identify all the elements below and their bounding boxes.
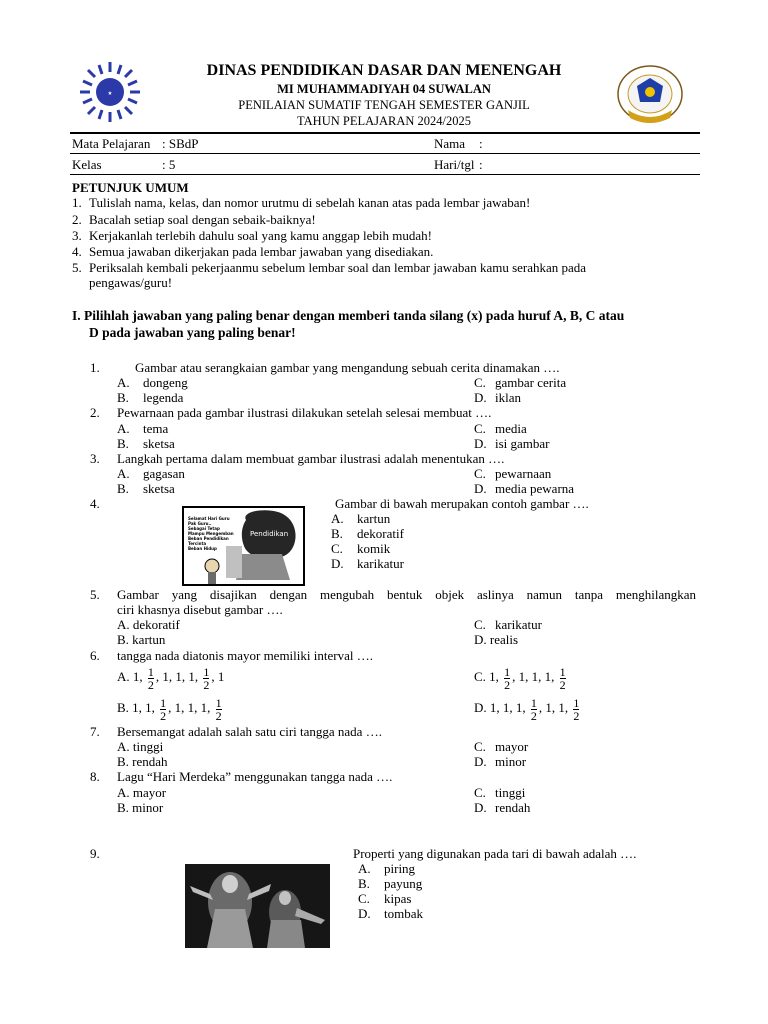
instruction-num-3: 3.: [72, 228, 82, 243]
q4-option-c: komik: [357, 541, 391, 556]
q9-option-d: tombak: [384, 906, 423, 921]
q6-a-mid: , 1, 1, 1,: [155, 669, 199, 684]
header-divider: [70, 132, 700, 134]
q4-label-a: A.: [331, 511, 344, 526]
name-value: :: [479, 136, 483, 151]
q9-label-c: C.: [358, 891, 370, 906]
q3-label-d: D.: [474, 481, 487, 496]
q4-label-c: C.: [331, 541, 343, 556]
q8-option-b: B. minor: [117, 800, 164, 815]
q3-number: 3.: [90, 451, 100, 466]
q9-dance-photo: [185, 864, 330, 948]
q1-number: 1.: [90, 360, 100, 375]
instruction-item: pengawas/guru!: [89, 275, 173, 290]
q6-a-label: A. 1,: [117, 669, 143, 684]
fraction-half: $\frac{1}{2}$: [160, 695, 167, 723]
q8-label-c: C.: [474, 785, 486, 800]
fraction-half: $\frac{1}{2}$: [559, 664, 566, 692]
header-year: TAHUN PELAJARAN 2024/2025: [297, 114, 471, 128]
fraction-half: $\frac{1}{2}$: [504, 664, 511, 692]
header-school: MI MUHAMMADIYAH 04 SUWALAN: [277, 82, 491, 96]
section-1-heading-cont: D pada jawaban yang paling benar!: [89, 325, 296, 340]
q4-number: 4.: [90, 496, 100, 511]
q8-number: 8.: [90, 769, 100, 784]
q9-label-d: D.: [358, 906, 371, 921]
q4-label-b: B.: [331, 526, 343, 541]
q1-text: Gambar atau serangkaian gambar yang mengandung sebuah cerita dinamakan ….: [135, 360, 560, 375]
q6-d-label: D. 1, 1, 1,: [474, 700, 526, 715]
q4-bag-label: Pendidikan: [250, 530, 289, 538]
q6-option-d: [474, 693, 581, 723]
q3-option-a: gagasan: [143, 466, 185, 481]
q2-text: Pewarnaan pada gambar ilustrasi dilakukan setelah selesai membuat ….: [117, 405, 492, 420]
q3-label-a: A.: [117, 466, 130, 481]
q7-option-b: B. rendah: [117, 754, 168, 769]
q1-option-d: iklan: [495, 390, 521, 405]
info-divider-2: [70, 174, 700, 175]
q2-label-a: A.: [117, 421, 130, 436]
q2-label-b: B.: [117, 436, 129, 451]
q4-caption-line: Beban Pendidikan: [188, 536, 229, 541]
q7-option-d: minor: [495, 754, 527, 769]
q4-caption-line: Mampu Mengemban: [188, 531, 234, 536]
name-label: Nama: [434, 136, 466, 151]
q3-option-c: pewarnaan: [495, 466, 552, 481]
q1-label-a: A.: [117, 375, 130, 390]
class-value: : 5: [162, 157, 176, 172]
q1-option-a: dongeng: [143, 375, 188, 390]
q3-label-b: B.: [117, 481, 129, 496]
instruction-item: Bacalah setiap soal dengan sebaik-baiknya!: [89, 212, 316, 227]
q2-option-c: media: [495, 421, 527, 436]
q3-option-b: sketsa: [143, 481, 175, 496]
q5-text: Gambar yang disajikan dengan mengubah bentuk objek aslinya namun tanpa menghilangkan: [117, 587, 696, 602]
q6-option-b: [117, 693, 224, 723]
q8-option-c: tinggi: [495, 785, 526, 800]
q3-option-d: media pewarna: [495, 481, 575, 496]
q6-b-label: B. 1, 1,: [117, 700, 155, 715]
q9-text: Properti yang digunakan pada tari di bawah adalah ….: [353, 846, 637, 861]
q9-option-b: payung: [384, 876, 423, 891]
instruction-item: Periksalah kembali pekerjaanmu sebelum lembar soal dan lembar jawaban kamu serahkan pada: [89, 260, 587, 275]
q6-option-c: [474, 662, 568, 692]
q4-caption-line: Selamat Hari Guru: [188, 516, 230, 521]
fraction-half: $\frac{1}{2}$: [573, 695, 580, 723]
q1-option-b: legenda: [143, 390, 184, 405]
q6-c-mid: , 1, 1, 1,: [512, 669, 555, 684]
q2-number: 2.: [90, 405, 100, 420]
instruction-num-1: 1.: [72, 195, 82, 210]
q9-label-a: A.: [358, 861, 371, 876]
q4-caption-line: Tercinta: [188, 541, 207, 546]
instruction-num-4: 4.: [72, 244, 82, 259]
subject-value: : SBdP: [162, 136, 199, 151]
fraction-half: $\frac{1}{2}$: [215, 695, 222, 723]
q2-option-d: isi gambar: [495, 436, 550, 451]
q6-c-label: C. 1,: [474, 669, 499, 684]
info-divider-1: [70, 153, 700, 154]
q7-option-c: mayor: [495, 739, 529, 754]
fraction-half: $\frac{1}{2}$: [147, 664, 154, 692]
svg-text:٭: ٭: [107, 89, 113, 99]
q8-text: Lagu “Hari Merdeka” menggunakan tangga nada ….: [117, 769, 393, 784]
instruction-item: Tulislah nama, kelas, dan nomor urutmu di sebelah kanan atas pada lembar jawaban!: [89, 195, 531, 210]
q4-caption-line: Beban Hidup: [188, 546, 217, 551]
header-exam: PENILAIAN SUMATIF TENGAH SEMESTER GANJIL: [238, 98, 530, 112]
q5-option-a: A. dekoratif: [117, 617, 180, 632]
q5-text-cont: ciri khasnya disebut gambar ….: [117, 602, 283, 617]
q9-label-b: B.: [358, 876, 370, 891]
q3-label-c: C.: [474, 466, 486, 481]
q6-a-end: , 1: [211, 669, 225, 684]
q9-number: 9.: [90, 846, 100, 861]
q4-option-b: dekoratif: [357, 526, 404, 541]
q5-number: 5.: [90, 587, 100, 602]
q2-option-b: sketsa: [143, 436, 175, 451]
instruction-num-2: 2.: [72, 212, 82, 227]
instructions-title: PETUNJUK UMUM: [72, 180, 189, 195]
q7-number: 7.: [90, 724, 100, 739]
q4-cartoon-image: [182, 506, 305, 586]
instruction-item: Kerjakanlah terlebih dahulu soal yang kamu anggap lebih mudah!: [89, 228, 432, 243]
q7-text: Bersemangat adalah salah satu ciri tangga nada ….: [117, 724, 382, 739]
q2-label-c: C.: [474, 421, 486, 436]
q3-text: Langkah pertama dalam membuat gambar ilustrasi adalah menentukan ….: [117, 451, 505, 466]
q5-label-c: C.: [474, 617, 486, 632]
q7-option-a: A. tinggi: [117, 739, 164, 754]
q9-option-c: kipas: [384, 891, 412, 906]
class-label: Kelas: [72, 157, 102, 172]
q1-option-c: gambar cerita: [495, 375, 567, 390]
instruction-num-5: 5.: [72, 260, 82, 275]
q4-option-d: karikatur: [357, 556, 404, 571]
q4-caption-line: Sebagai Tetap: [188, 526, 220, 531]
q7-label-c: C.: [474, 739, 486, 754]
q2-option-a: tema: [143, 421, 169, 436]
q4-option-a: kartun: [357, 511, 391, 526]
q6-text: tangga nada diatonis mayor memiliki interval ….: [117, 648, 373, 663]
q2-label-d: D.: [474, 436, 487, 451]
section-1-heading: I. Pilihlah jawaban yang paling benar dengan memberi tanda silang (x) pada huruf A, B, C atau: [72, 308, 625, 323]
q9-option-a: piring: [384, 861, 416, 876]
fraction-half: $\frac{1}{2}$: [530, 695, 537, 723]
q6-option-a: [117, 662, 224, 692]
q6-d-mid: , 1, 1,: [538, 700, 569, 715]
q4-caption-line: Pak Guru..: [188, 521, 212, 526]
q1-label-d: D.: [474, 390, 487, 405]
q8-label-d: D.: [474, 800, 487, 815]
q1-label-c: C.: [474, 375, 486, 390]
subject-label: Mata Pelajaran: [72, 136, 151, 151]
q1-label-b: B.: [117, 390, 129, 405]
q6-number: 6.: [90, 648, 100, 663]
q5-option-d: D. realis: [474, 632, 519, 647]
q8-option-a: A. mayor: [117, 785, 167, 800]
q4-label-d: D.: [331, 556, 344, 571]
q5-option-b: B. kartun: [117, 632, 166, 647]
q8-option-d: rendah: [495, 800, 531, 815]
q7-label-d: D.: [474, 754, 487, 769]
q6-b-mid: , 1, 1, 1,: [168, 700, 211, 715]
q5-option-c: karikatur: [495, 617, 542, 632]
header-title: DINAS PENDIDIKAN DASAR DAN MENENGAH: [206, 62, 562, 79]
fraction-half: $\frac{1}{2}$: [203, 664, 210, 692]
instruction-item: Semua jawaban dikerjakan pada lembar jawaban yang disediakan.: [89, 244, 434, 259]
date-value: :: [479, 157, 483, 172]
date-label: Hari/tgl: [434, 157, 475, 172]
q4-text: Gambar di bawah merupakan contoh gambar ….: [335, 496, 589, 511]
